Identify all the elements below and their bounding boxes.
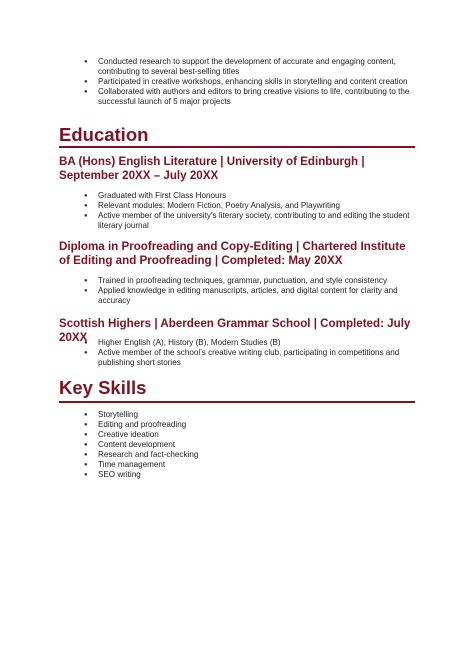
list-item: ● Trained in proofreading techniques, grammar, punctuation, and style consistency [84,276,414,286]
list-item: ● Relevant modules: Modern Fiction, Poetry Analysis, and Playwriting [84,201,414,211]
education-entry-title: Scottish Highers | Aberdeen Grammar School | Completed: July 20XX [59,317,411,344]
education-entry-bullets [84,338,414,368]
list-item: ● Applied knowledge in editing manuscripts, articles, and digital content for clarity and accuracy [84,286,414,306]
list-item: ● Storytelling [84,410,414,420]
list-item: ● Conducted research to support the development of accurate and engaging content, contributing to several best-selling titles [84,57,414,77]
list-item: ● Participated in creative workshops, enhancing skills in storytelling and content creation [84,77,414,87]
list-item: ● Research and fact-checking [84,450,414,460]
list-item: ● Collaborated with authors and editors to bring creative visions to life, contributing to the successful launch of 5 major projects [84,87,414,107]
education-entry-title: BA (Hons) English Literature | University of Edinburgh | September 20XX – July 20XX [59,155,365,182]
list-item: ● Active member of the school’s creative writing club, participating in competitions and publishing short stories [84,348,414,368]
list-item: ● Creative ideation [84,430,414,440]
list-item: ● Higher English (A), History (B), Modern Studies (B) [84,338,414,348]
list-item: ● Active member of the university’s literary society, contributing to and editing the student literary journal [84,211,414,231]
education-entry-title: Diploma in Proofreading and Copy-Editing | Chartered Institute of Editing and Proofreading | Completed: May 20XX [59,240,406,267]
experience-bullet-list [84,57,414,107]
list-item: ● Graduated with First Class Honours [84,191,414,201]
skills-list [84,410,414,480]
section-divider [59,401,415,403]
list-item: ● Content development [84,440,414,450]
list-item: ● SEO writing [84,470,414,480]
list-item: ● Editing and proofreading [84,420,414,430]
education-entry-bullets [84,276,414,306]
section-divider [59,146,415,148]
education-entry-bullets [84,191,414,231]
key-skills-heading: Key Skills [59,377,147,398]
list-item: ● Time management [84,460,414,470]
education-heading: Education [59,124,149,145]
